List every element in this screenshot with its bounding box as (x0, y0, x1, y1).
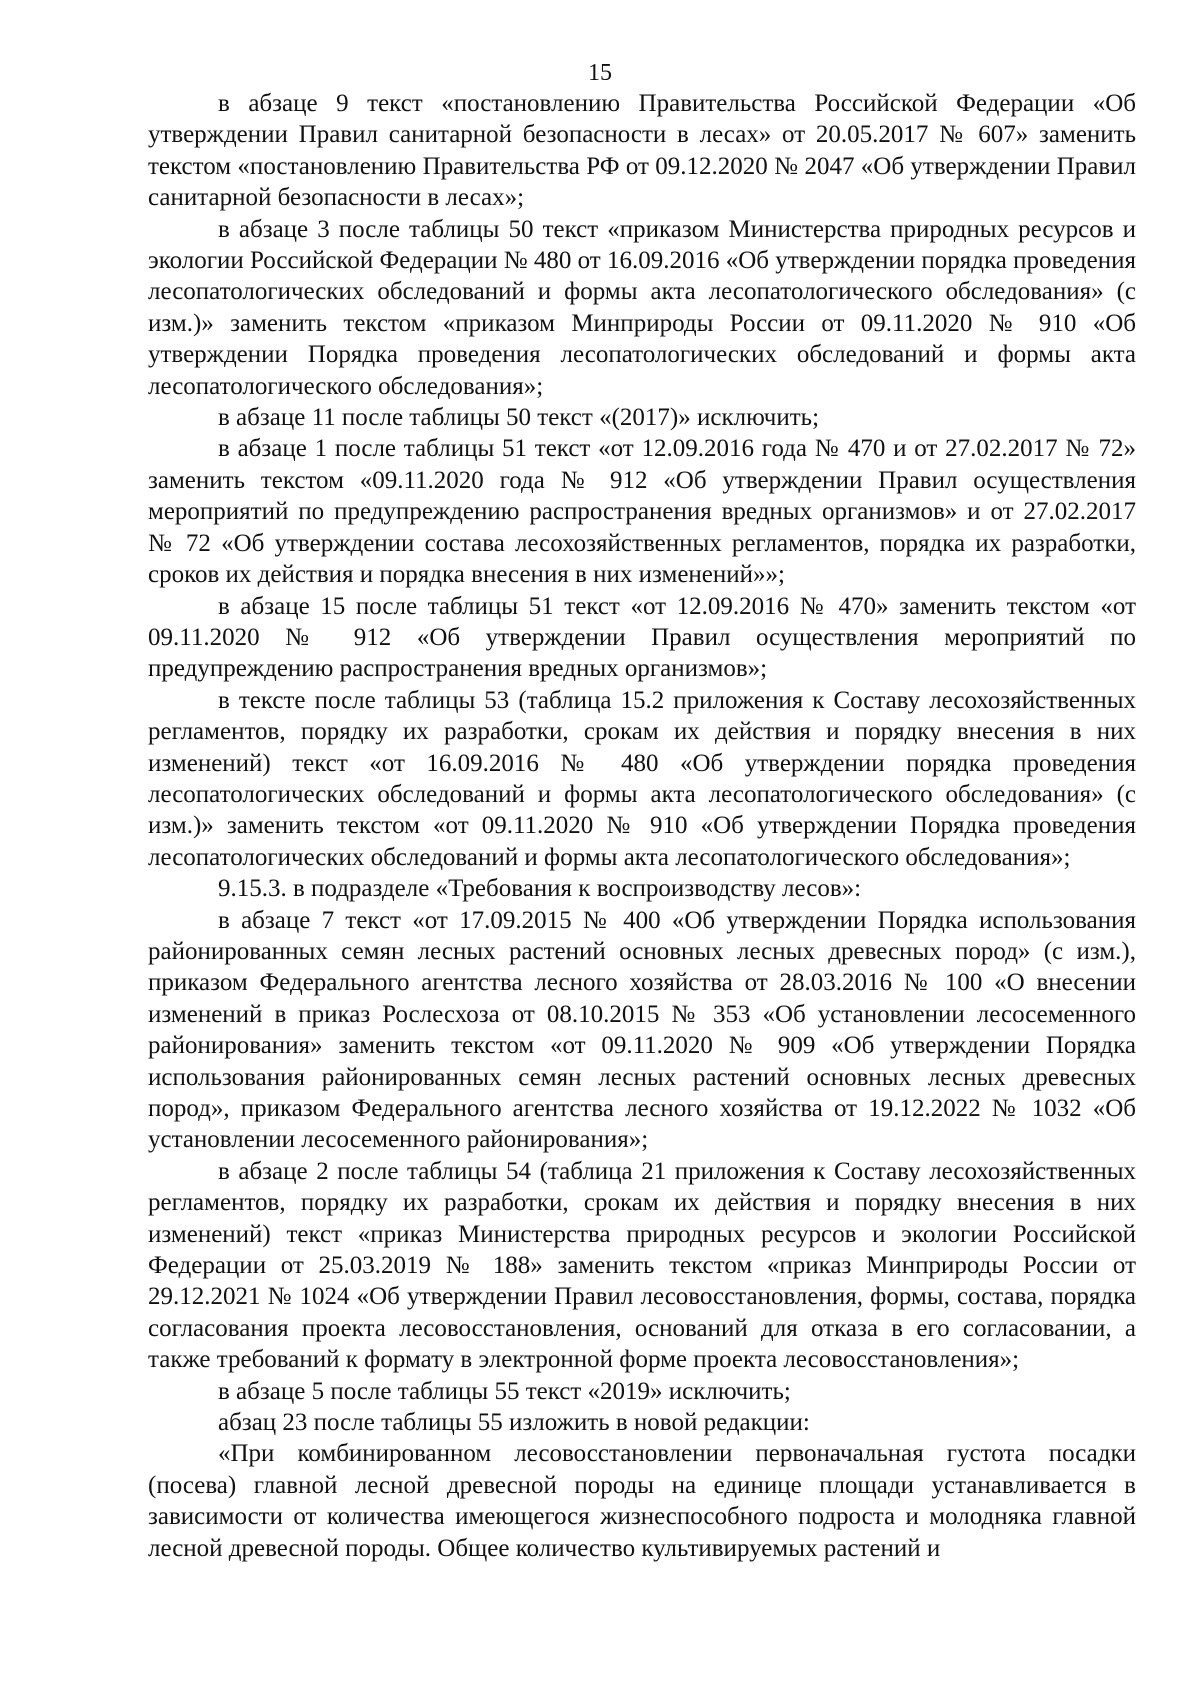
paragraph: в абзаце 7 текст «от 17.09.2015 № 400 «Об утверждении Порядка использования районированных семян лесных растений основных лесных древесных пород» (с изм.), приказом Федерального агентства лесного хозяйства от 28.03.2016 № 100 «О внесении изменений в приказ Рослесхоза от 08.10.2015 № 353 «Об установлении лесосеменного районирования» заменить текстом «от 09.11.2020 № 909 «Об утверждении Порядка использования районированных семян лесных растений основных лесных древесных пород», приказом Федерального агентства лесного хозяйства от 19.12.2022 № 1032 «Об установлении лесосеменного районирования»; (148, 906, 1136, 1154)
paragraph: в абзаце 9 текст «постановлению Правительства Российской Федерации «Об утверждении Правил санитарной безопасности в лесах» от 20.05.2017 № 607» заменить текстом «постановлению Правительства РФ от 09.12.2020 № 2047 «Об утверждении Правил санитарной безопасности в лесах»; (148, 90, 1136, 212)
paragraph: абзац 23 после таблицы 55 изложить в новой редакции: (218, 1409, 810, 1437)
paragraph: в абзаце 15 после таблицы 51 текст «от 12.09.2016 № 470» заменить текстом «от 09.11.2020 № 912 «Об утверждении Правил осуществления мероприятий по предупреждению распространения вредных организмов»; (148, 592, 1136, 683)
paragraph: в тексте после таблицы 53 (таблица 15.2 приложения к Составу лесохозяйственных регламентов, порядку их разработки, срокам их действия и порядку внесения в них изменений) текст «от 16.09.2016 № 480 «Об утверждении порядка проведения лесопатологических обследований и формы акта лесопатологического обследования» (с изм.)» заменить текстом «от 09.11.2020 № 910 «Об утверждении Порядка проведения лесопатологических обследований и формы акта лесопатологического обследования»; (148, 686, 1136, 871)
paragraph: в абзаце 1 после таблицы 51 текст «от 12.09.2016 года № 470 и от 27.02.2017 № 72» заменить текстом «09.11.2020 года № 912 «Об утверждении Правил осуществления мероприятий по предупреждению распространения вредных организмов» и от 27.02.2017 № 72 «Об утверждении состава лесохозяйственных регламентов, порядка их разработки, сроков их действия и порядка внесения в них изменений»»; (148, 435, 1136, 589)
paragraph: в абзаце 5 после таблицы 55 текст «2019» исключить; (218, 1377, 791, 1405)
paragraph: в абзаце 3 после таблицы 50 текст «приказом Министерства природных ресурсов и экологии Российской Федерации № 480 от 16.09.2016 «Об утверждении порядка проведения лесопатологических обследований и формы акта лесопатологического обследования» (с изм.)» заменить текстом «приказом Минприроды России от 09.11.2020 № 910 «Об утверждении Порядка проведения лесопатологических обследований и формы акта лесопатологического обследования»; (148, 215, 1137, 400)
paragraph: в абзаце 2 после таблицы 54 (таблица 21 приложения к Составу лесохозяйственных регламентов, порядку их разработки, срокам их действия и порядку внесения в них изменений) текст «приказ Министерства природных ресурсов и экологии Российской Федерации от 25.03.2019 № 188» заменить текстом «приказ Минприроды России от 29.12.2021 № 1024 «Об утверждении Правил лесовосстановления, формы, состава, порядка согласования проекта лесовосстановления, оснований для отказа в его согласовании, а также требований к формату в электронной форме проекта лесовосстановления»; (148, 1157, 1136, 1374)
paragraph: в абзаце 11 после таблицы 50 текст «(2017)» исключить; (218, 404, 820, 432)
paragraph: «При комбинированном лесовосстановлении первоначальная густота посадки (посева) главной лесной древесной породы на единице площади устанавливается в зависимости от количества имеющегося жизнеспособного подроста и молодняка главной лесной древесной породы. Общее количество культивируемых растений и (148, 1440, 1136, 1562)
document-body (148, 88, 1136, 1564)
section-heading: 9.15.3. в подразделе «Требования к воспроизводству лесов»: (218, 875, 862, 903)
page-number: 15 (588, 60, 612, 86)
